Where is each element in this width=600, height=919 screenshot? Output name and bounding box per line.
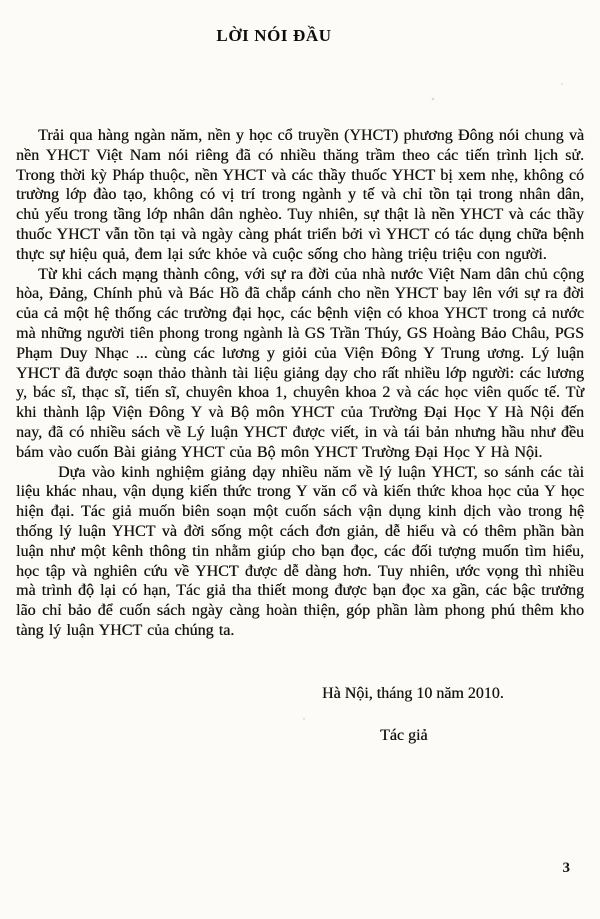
paragraph-1: Trải qua hàng ngàn năm, nền y học cổ truyền (YHCT) phương Đông nói chung và nền YHCT Việt Nam nói riêng đã có nhiều thăng trầm theo các tiến trình lịch sử. Trong thời kỳ Pháp thuộc, nền YHCT và các thầy thuốc YHCT bị xem nhẹ, không có trường lớp đào tạo, không có vị trí trong ngành y tế và chỉ tồn tại trong nhân dân, chủ yếu trong tầng lớp nhân dân nghèo. Tuy nhiên, sự thật là nền YHCT và các thầy thuốc YHCT vẫn tồn tại và ngày càng phát triển bởi vì YHCT có tác dụng chữa bệnh thực sự hiệu quả, đem lại sức khỏe và cuộc sống cho hàng triệu triệu con người.	[16, 127, 584, 263]
paragraph-2: Từ khi cách mạng thành công, với sự ra đời của nhà nước Việt Nam dân chủ cộng hòa, Đảng, Chính phủ và Bác Hồ đã chắp cánh cho nền YHCT bay lên với sự ra đời của cả một hệ thống các trường đại học, các bệnh viện có khoa YHCT trong cả nước mà những người tiên phong trong ngành là GS Trần Thúy, GS Hoàng Bảo Châu, PGS Phạm Duy Nhạc ... cùng các lương y giỏi của Viện Đông Y Trung ương. Lý luận YHCT đã được soạn thảo thành tài liệu giảng dạy cho rất nhiều lớp người: các lương y, bác sĩ, thạc sĩ, tiến sĩ, chuyên khoa 1, chuyên khoa 2 và các học viên quốc tế. Từ khi thành lập Viện Đông Y và Bộ môn YHCT của Trường Đại Học Y Hà Nội đến nay, đã có nhiều sách về Lý luận YHCT được viết, in và tái bản nhưng hầu như đều bám vào cuốn Bài giảng YHCT của Bộ môn YHCT Trường Đại Học Y Hà Nội.	[16, 265, 584, 461]
dateline: Hà Nội, tháng 10 năm 2010.	[322, 684, 504, 702]
page-number: 3	[562, 860, 570, 876]
paragraph-3: Dựa vào kinh nghiệm giảng dạy nhiều năm về lý luận YHCT, so sánh các tài liệu khác nhau, vận dụng kiến thức trong Y văn cổ và kiến thức khoa học của Y học hiện đại. Tác giả muốn biên soạn một cuốn sách vận dụng kinh dịch vào trong hệ thống lý luận YHCT và đời sống một cách đơn giản, dễ hiểu và có thêm phần bàn luận như một kênh thông tin nhằm giúp cho bạn đọc, các đối tượng muốn tìm hiểu, học tập và nghiên cứu về YHCT được dễ dàng hơn. Tuy nhiên, ước vọng thì nhiều mà trình độ lại có hạn, Tác giả tha thiết mong được bạn đọc xa gần, các bậc trưởng lão chỉ bảo để cuốn sách ngày càng hoàn thiện, góp phần làm phong phú thêm kho tàng lý luận YHCT của chúng ta.	[16, 463, 584, 639]
page-title: LỜI NÓI ĐẦU	[216, 26, 332, 45]
preface-body	[0, 126, 600, 641]
author-signature: Tác giả	[380, 726, 428, 744]
